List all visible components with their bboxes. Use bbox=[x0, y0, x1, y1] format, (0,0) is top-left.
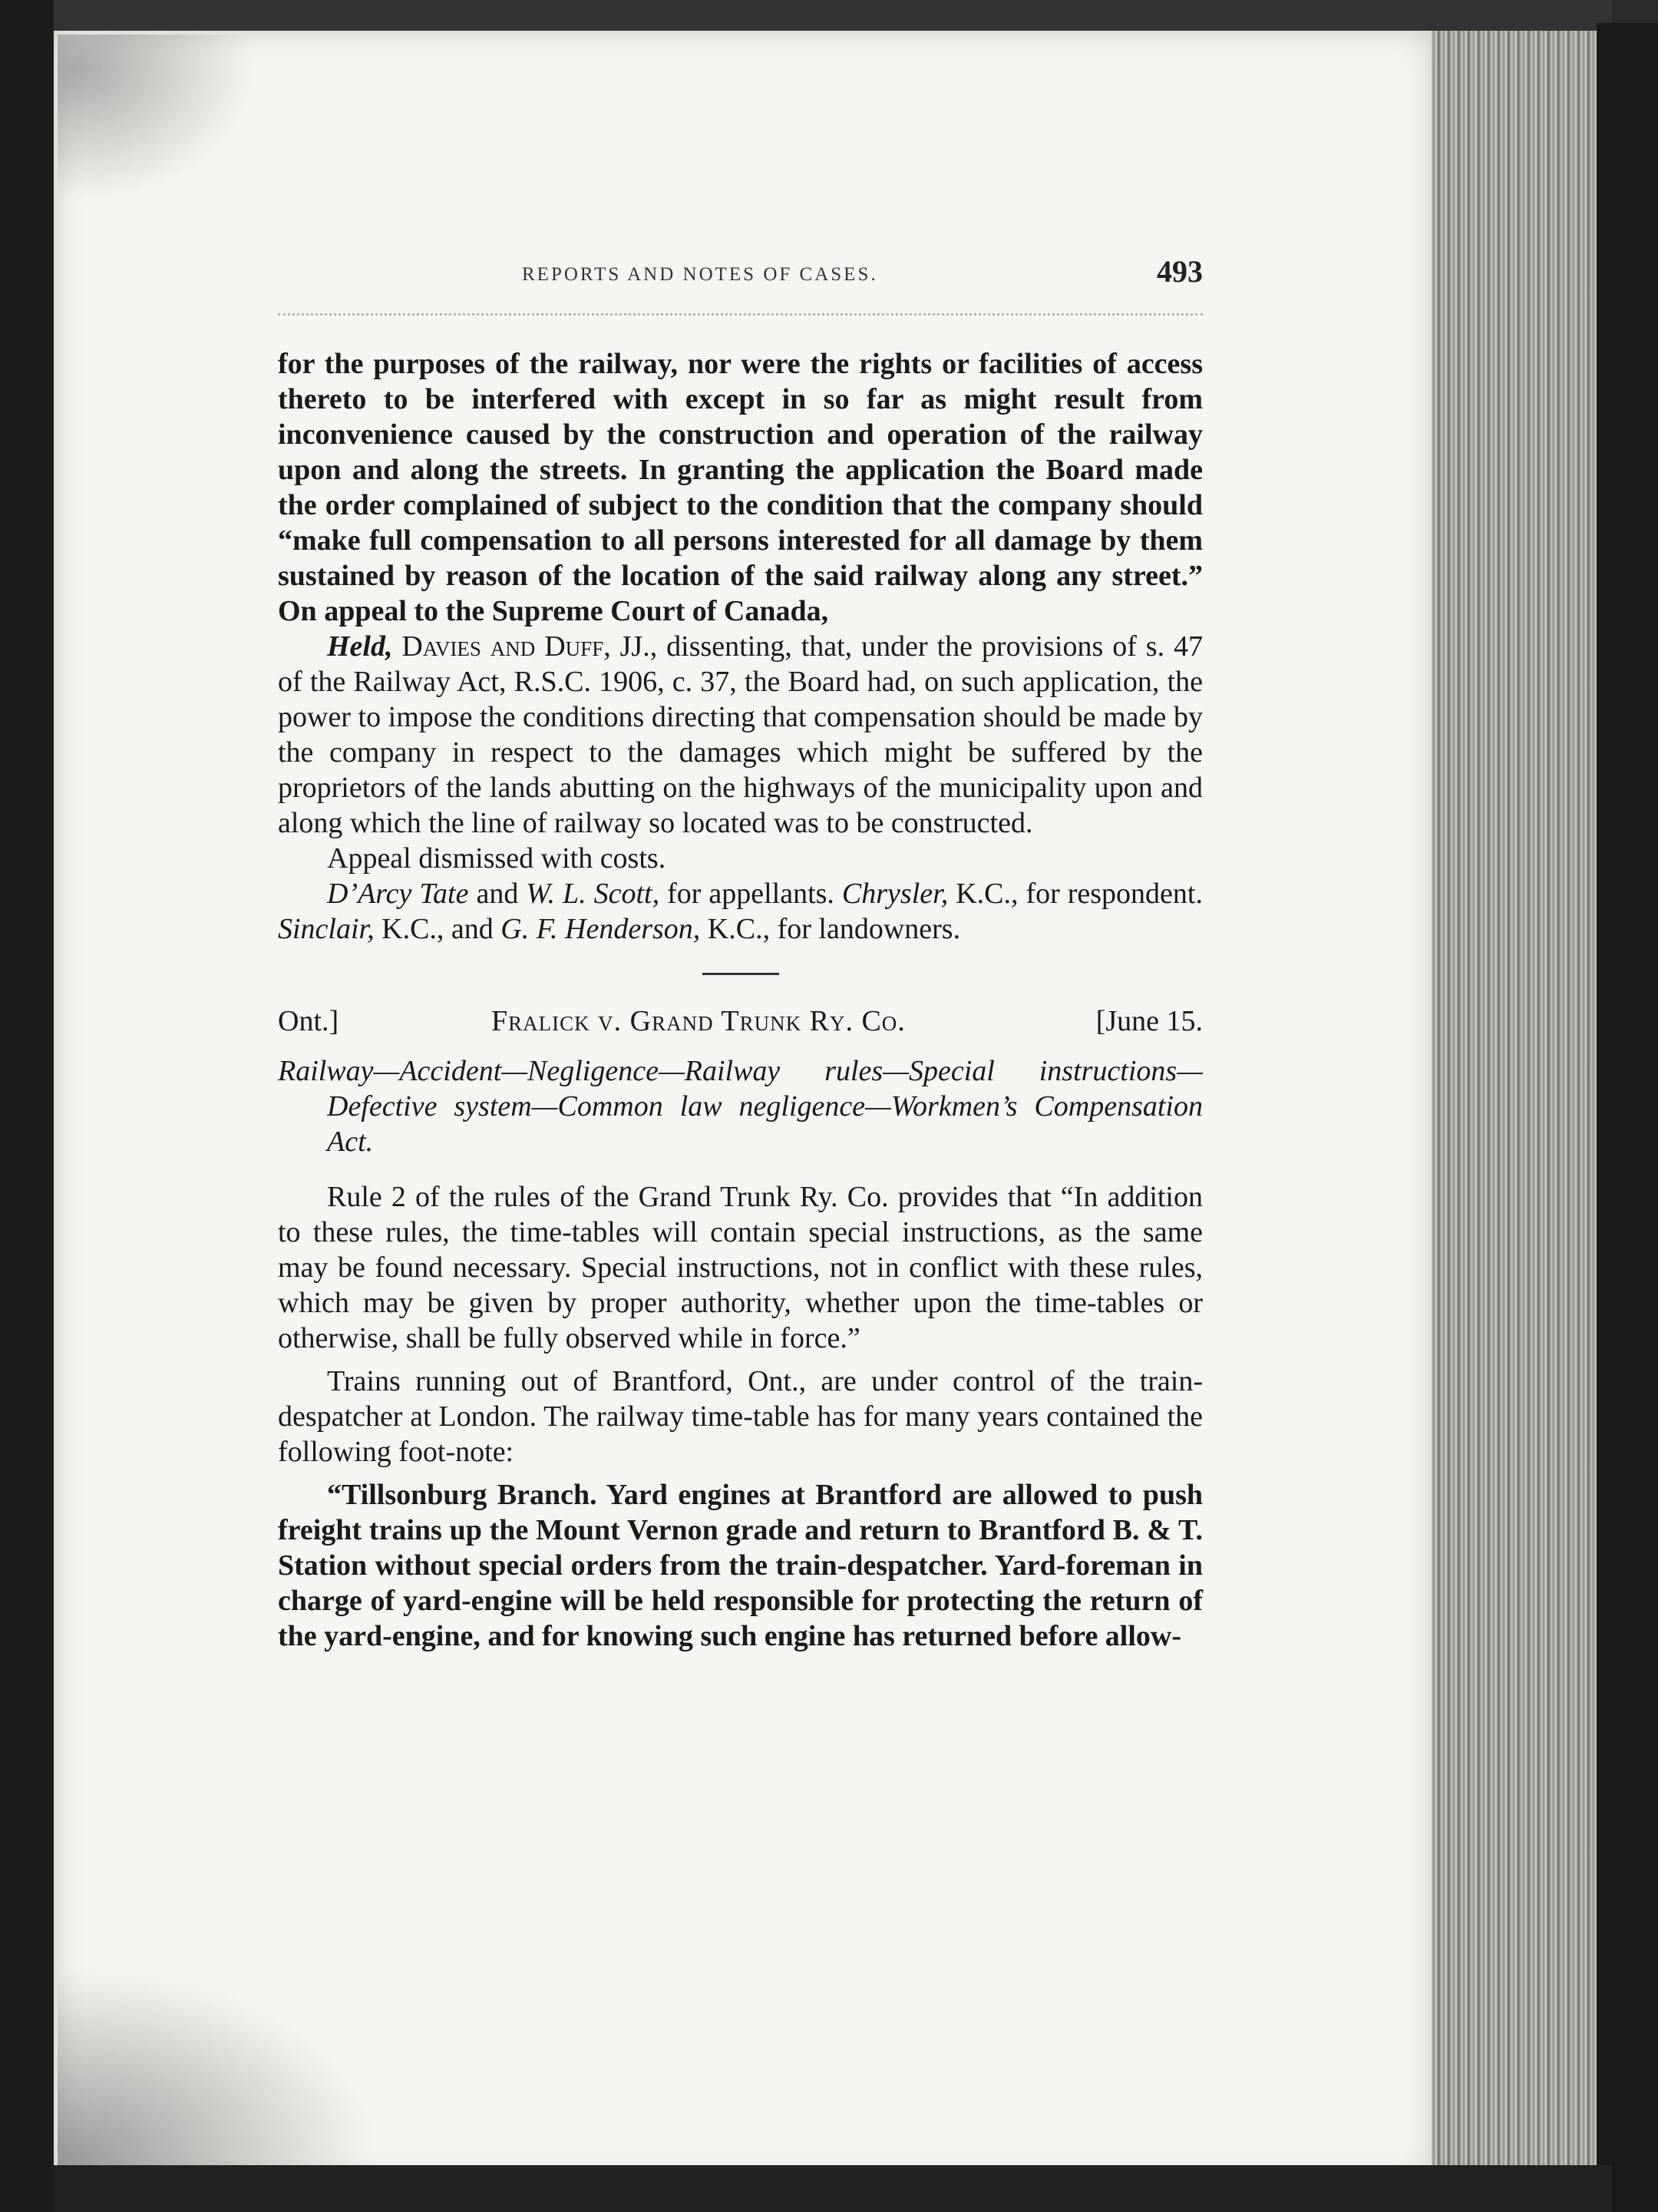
case2-paragraph-2: Trains running out of Brantford, Ont., are under control of the train-despatcher at London. The railway time-table has for many years contained the following foot-note: bbox=[278, 1365, 1203, 1468]
case2-title: Fralick v. Grand Trunk Ry. Co. bbox=[491, 1005, 906, 1037]
case2-paragraph-1: Rule 2 of the rules of the Grand Trunk Ry. Co. provides that “In addition to these rules, the time-tables will contain special instructions, as the same may be found necessary. Special instructions, not in conflict with these rules, which may be given by proper authority, whether upon the time-tables or otherwise, shall be fully observed while in force.” bbox=[278, 1181, 1203, 1354]
case-separator-rule bbox=[702, 973, 779, 975]
case1-paragraph: for the purposes of the railway, nor were the rights or facilities of access thereto to be interfered with except in so far as might result from inconvenience caused by the construction and operation of the railway upon and along the streets. In granting the application the Board made the order complained of subject to the condition that the company should “make full compensation to all persons interested for all damage by them sustained by reason of the location of the said railway along any street.” On appeal to the Supreme Court of Canada, bbox=[278, 348, 1203, 627]
case1-held-paragraph bbox=[278, 629, 1203, 841]
held-text: dissenting, that, under the provisions of s. 47 of the Railway Act, R.S.C. 1906, c. 37, the Board had, on such application, the power to impose the conditions directing that compensation should be made by the company in respect to the damages which might be suffered by the proprietors of the lands abutting on the highways of the municipality upon and along which the line of railway so located was to be constructed. bbox=[278, 630, 1203, 839]
counsel-role: for appellants. bbox=[659, 878, 842, 910]
header-dotted-rule bbox=[278, 306, 1203, 316]
running-title: REPORTS AND NOTES OF CASES. bbox=[522, 264, 878, 285]
page-smudge-bottom-left bbox=[58, 1966, 380, 2165]
counsel-role: and bbox=[468, 878, 527, 910]
scan-right-margin bbox=[1597, 23, 1658, 2212]
counsel-name: D’Arcy Tate bbox=[327, 878, 469, 910]
counsel-name: G. F. Henderson, bbox=[500, 913, 701, 945]
case2-paragraph-3: “Tillsonburg Branch. Yard engines at Brantford are allowed to push freight trains up the Mount Vernon grade and return to Brantford B. & T. Station without special orders from the train-despatcher. Yard-foreman in charge of yard-engine will be held responsible for protecting the return of the yard-engine, and for knowing such engine has returned before allow- bbox=[278, 1479, 1203, 1652]
page-edges-stack bbox=[1432, 31, 1616, 2181]
case2-headnote: Railway—Accident—Negligence—Railway rules—Special instructions—Defective system—Common law negligence—Workmen’s Compensation Act. bbox=[278, 1055, 1203, 1158]
case2-court: Ont.] bbox=[278, 1005, 339, 1037]
counsel-name: W. L. Scott, bbox=[526, 878, 660, 910]
counsel-name: Chrysler, bbox=[841, 878, 949, 910]
page-content bbox=[278, 253, 1203, 1654]
page-smudge-top-left bbox=[58, 35, 257, 203]
held-judges: Davies and Duff, JJ., bbox=[401, 630, 658, 663]
case1-disposition: Appeal dismissed with costs. bbox=[327, 842, 666, 875]
counsel-name: Sinclair, bbox=[278, 913, 375, 945]
scan-top-margin bbox=[54, 0, 1612, 31]
page-number: 493 bbox=[1157, 254, 1203, 289]
case1-counsel bbox=[278, 876, 1203, 947]
scan-bottom-margin bbox=[54, 2165, 1612, 2212]
case2-heading bbox=[278, 1004, 1203, 1044]
counsel-role: K.C., for landowners. bbox=[700, 913, 961, 945]
scan-left-margin bbox=[0, 0, 54, 2212]
held-word: Held, bbox=[327, 630, 393, 663]
counsel-role: K.C., and bbox=[374, 913, 501, 945]
case2-date: [June 15. bbox=[1095, 1005, 1203, 1037]
counsel-role: K.C., for respondent. bbox=[948, 878, 1203, 910]
running-head bbox=[278, 253, 1203, 299]
